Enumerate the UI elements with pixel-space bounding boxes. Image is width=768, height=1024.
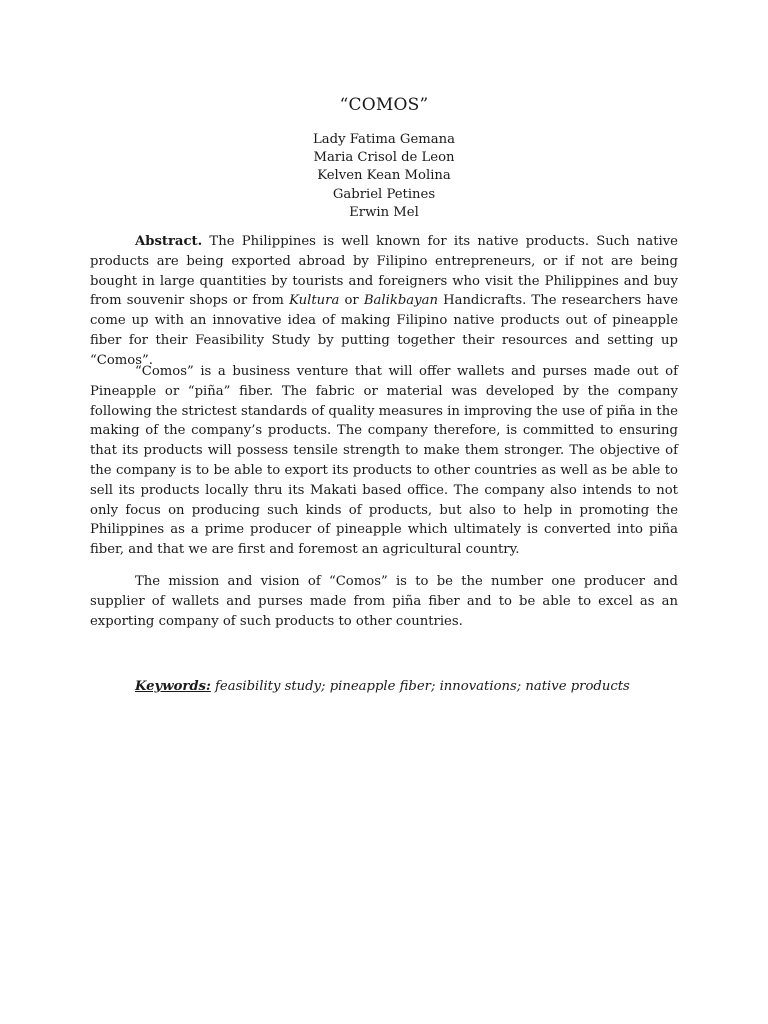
author-name: Lady Fatima Gemana (313, 132, 455, 147)
abstract-italic-term: Kultura (289, 293, 340, 309)
keywords-line (135, 677, 695, 697)
author-name: Gabriel Petines (332, 186, 436, 202)
body-paragraph (90, 572, 678, 631)
abstract-text-part: or (339, 293, 364, 309)
author-list (0, 131, 768, 222)
abstract-italic-term: Balikbayan (363, 293, 438, 309)
paragraph-text: The mission and vision of “Comos” is to be the number one producer and supplier of wallets and purses made from piña fiber and to be able to excel as an exporting company of such products to other countries. (90, 574, 678, 629)
author-name: Kelven Kean Molina (317, 168, 451, 184)
abstract-text-part: Handicrafts. The researchers have come up with an innovative idea of making Filipino native products out of pineapple fiber for their Feasibility Study by putting together their resources and setting up “Comos”. (90, 293, 679, 368)
abstract-label: Abstract. (135, 234, 203, 249)
author-name: Erwin Mel (349, 204, 419, 220)
body-paragraph (90, 362, 678, 560)
abstract-text-part: The Philippines is well known for its native products. Such native products are being exported abroad by Filipino entrepreneurs, or if not are being bought in large quantities by tourists and foreigners who visit the Philippines and buy from souvenir shops or from (90, 234, 678, 309)
author-name: Maria Crisol de Leon (313, 150, 455, 166)
keywords-label: Keywords: (135, 679, 211, 694)
abstract-paragraph (90, 232, 678, 371)
paragraph-text: “Comos” is a business venture that will offer wallets and purses made out of Pineapple or “piña” fiber. The fabric or material was developed by the company following the strictest standards of quality measures in improving the use of piña in the making of the company’s products. The company therefore, is committed to ensuring that its products will possess tensile strength to make them stronger. The objective of the company is to be able to export its products to other countries as well as be able to sell its products locally thru its Makati based office. The company also intends to not only focus on producing such kinds of products, but also to help in promoting the Philippines as a prime producer of pineapple which ultimately is converted into piña fiber, and that we are first and foremost an agricultural country. (90, 364, 678, 558)
paper-title: “COMOS” (339, 95, 429, 115)
keywords-values: feasibility study; pineapple fiber; innovations; native products (210, 679, 630, 694)
